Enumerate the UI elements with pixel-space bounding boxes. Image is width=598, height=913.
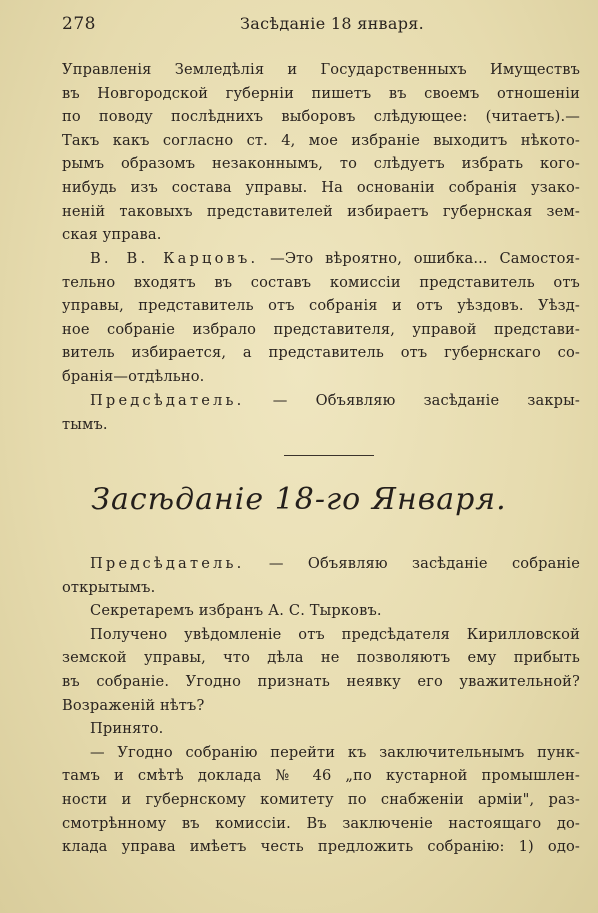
text-line: — Угодно собранію перейти къ заключительнымъ пунк- — [90, 743, 580, 761]
text-line: ская управа. — [62, 226, 162, 244]
text-line — [62, 552, 580, 576]
text-line: Секретаремъ избранъ А. С. Тырковъ. — [90, 602, 382, 620]
paragraph-chairman-closing — [62, 389, 580, 436]
speaker-name: Предсѣдатель. — [90, 392, 245, 409]
paragraph-continued — [62, 58, 580, 247]
text-line: бранія—отдѣльно. — [62, 367, 205, 385]
speech-text: — Объявляю засѣданіе собраніе — [268, 555, 580, 572]
text-line: смотрѣнному въ комиссіи. Въ заключеніе настоящаго до- — [62, 814, 580, 832]
running-head: Засѣданіе 18 января. — [240, 14, 425, 33]
speech-text: —Это вѣроятно, ошибка... Самостоя- — [270, 250, 580, 267]
text-line: клада управа имѣетъ честь предложить собранію: 1) одо- — [62, 838, 580, 856]
speaker-name: Предсѣдатель. — [90, 555, 245, 572]
text-line: управы, представитель отъ собранія и отъ уѣздовъ. Уѣзд- — [62, 297, 580, 315]
text-line: Получено увѣдомленіе отъ предсѣдателя Кирилловской — [90, 625, 580, 643]
text-line: по поводу послѣднихъ выборовъ слѣдующее: (читаетъ).— — [62, 108, 580, 126]
text-line — [62, 247, 580, 271]
text-line: нибудь изъ состава управы. На основаніи собранія узако- — [62, 178, 580, 196]
text-line — [62, 389, 580, 413]
text-line: Такъ какъ согласно ст. 4, мое избраніе выходитъ нѣкото- — [62, 131, 580, 149]
text-line: открытымъ. — [62, 578, 156, 596]
text-line: витель избирается, а представитель отъ губернскаго со- — [62, 344, 580, 362]
text-line: ное собраніе избрало представителя, управой представи- — [62, 320, 580, 338]
text-line: тельно входятъ въ составъ комиссіи представитель отъ — [62, 273, 580, 291]
page-number: 278 — [62, 14, 96, 34]
page-header — [62, 14, 572, 42]
section-divider — [284, 455, 374, 456]
text-line: тамъ и смѣтѣ доклада № 46 „по кустарной промышлен- — [62, 767, 580, 785]
speaker-name: В. В. Карцовъ. — [90, 250, 259, 267]
text-line: Принято. — [90, 720, 164, 738]
text-line: Возраженій нѣтъ? — [62, 696, 205, 714]
text-line: тымъ. — [62, 415, 108, 433]
text-line: рымъ образомъ незаконнымъ, то слѣдуетъ избрать кого- — [62, 155, 580, 173]
speech-text: — Объявляю засѣданіе закры- — [272, 392, 580, 409]
paragraph-chairman-opening — [62, 552, 580, 859]
section-heading: Засѣданіе 18-го Января. — [91, 482, 507, 517]
text-line: ности и губернскому комитету по снабженіи арміи", раз- — [62, 790, 580, 808]
text-line: Управленія Земледѣлія и Государственныхъ Имуществъ — [62, 61, 580, 78]
text-line: земской управы, что дѣла не позволяютъ ему прибыть — [62, 649, 580, 667]
text-line: неній таковыхъ представителей избираетъ губернская зем- — [62, 202, 580, 220]
text-line: въ Новгородской губерніи пишетъ въ своемъ отношеніи — [62, 84, 580, 102]
text-line: въ собраніе. Угодно признать неявку его уважительной? — [62, 672, 580, 690]
paragraph-kartsov — [62, 247, 580, 389]
